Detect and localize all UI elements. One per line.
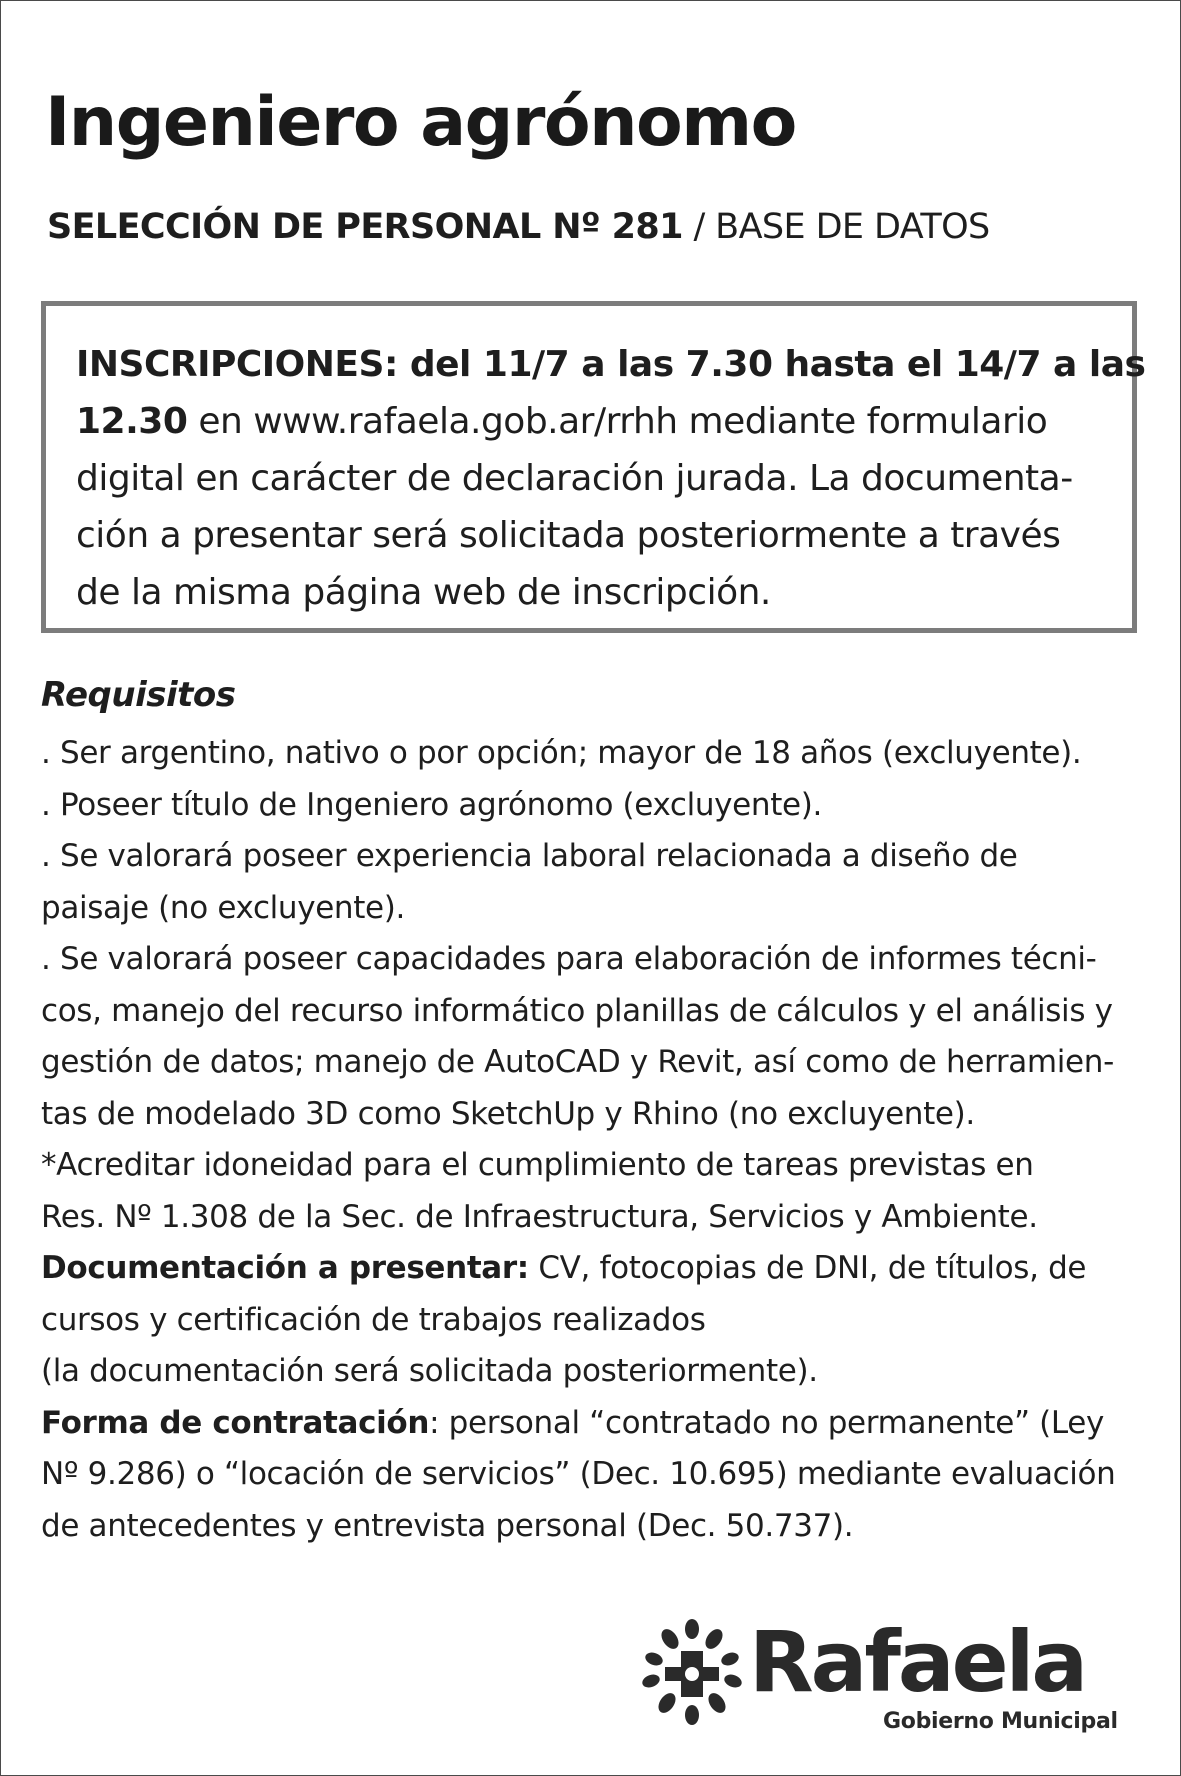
contratacion-text: : personal “contratado no permanente” (Ley	[429, 1404, 1105, 1441]
inscripciones-box	[41, 301, 1146, 633]
documentacion-text: CV, fotocopias de DNI, de títulos, de	[528, 1250, 1087, 1286]
subtitle-base: / BASE DE DATOS	[682, 207, 990, 247]
contratacion-line	[41, 1398, 1161, 1450]
inscripciones-hour: 12.30	[76, 401, 188, 442]
requisitos-heading: Requisitos	[41, 675, 236, 715]
documentacion-line	[41, 1243, 1161, 1295]
requisito-line: . Ser argentino, nativo o por opción; mayor de 18 años (excluyente).	[41, 735, 1082, 771]
inscripciones-line: digital en carácter de declaración jurada. La documenta-	[76, 458, 1073, 499]
inscripciones-line: de la misma página web de inscripción.	[76, 572, 771, 613]
inscripciones-line: INSCRIPCIONES: del 11/7 a las 7.30 hasta el 14/7 a las	[76, 344, 1146, 385]
requisito-line: cos, manejo del recurso informático planillas de cálculos y el análisis y	[41, 992, 1113, 1029]
documentacion-line: (la documentación será solicitada posteriormente).	[41, 1353, 818, 1389]
requisito-line: *Acreditar idoneidad para el cumplimiento de tareas previstas en	[41, 1147, 1034, 1183]
requisito-line: tas de modelado 3D como SketchUp y Rhino (no excluyente).	[41, 1095, 975, 1132]
rafaela-logo-icon	[637, 1619, 747, 1729]
page-title: Ingeniero agrónomo	[45, 83, 796, 162]
documentacion-line: cursos y certificación de trabajos realizados	[41, 1301, 706, 1338]
requisito-line: . Poseer título de Ingeniero agrónomo (excluyente).	[41, 786, 822, 823]
inscripciones-line	[76, 393, 1106, 450]
subtitle	[47, 207, 990, 247]
rafaela-logo	[637, 1613, 1118, 1739]
requisitos-body	[41, 728, 1161, 1552]
contratacion-line: Nº 9.286) o “locación de servicios” (Dec. 10.695) mediante evaluación	[41, 1456, 1116, 1492]
contratacion-label: Forma de contratación	[41, 1404, 430, 1441]
inscripciones-url-text: en www.rafaela.gob.ar/rrhh mediante formulario	[187, 401, 1048, 442]
requisito-line: Res. Nº 1.308 de la Sec. de Infraestructura, Servicios y Ambiente.	[41, 1198, 1038, 1235]
requisito-line: . Se valorará poseer capacidades para elaboración de informes técni-	[41, 941, 1097, 977]
inscripciones-line: ción a presentar será solicitada posteriormente a través	[76, 515, 1061, 556]
requisito-line: . Se valorará poseer experiencia laboral relacionada a diseño de	[41, 838, 1018, 874]
subtitle-selection: SELECCIÓN DE PERSONAL Nº 281	[47, 207, 683, 247]
documentacion-label: Documentación a presentar:	[41, 1250, 529, 1286]
contratacion-line: de antecedentes y entrevista personal (Dec. 50.737).	[41, 1507, 854, 1544]
logo-subtitle: Gobierno Municipal	[883, 1709, 1118, 1734]
requisito-line: gestión de datos; manejo de AutoCAD y Revit, así como de herramien-	[41, 1044, 1114, 1080]
requisito-line: paisaje (no excluyente).	[41, 889, 406, 926]
logo-wordmark: Rafaela	[749, 1613, 1086, 1711]
